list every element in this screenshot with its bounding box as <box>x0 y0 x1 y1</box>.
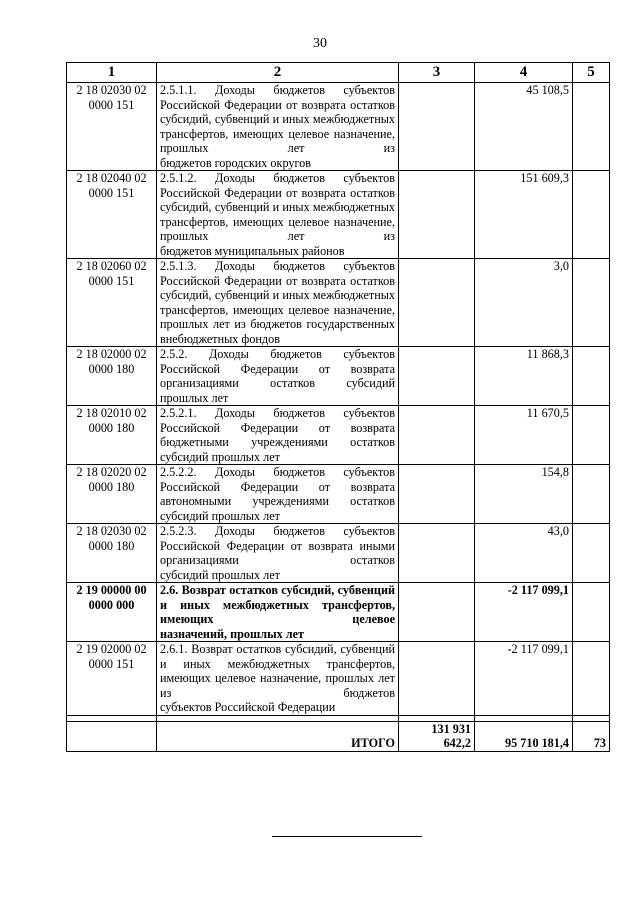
row-description <box>157 642 399 716</box>
total-row <box>67 721 610 751</box>
col5-value <box>573 465 610 524</box>
page-number: 30 <box>313 36 327 51</box>
budget-code: 2 18 02030 02 0000 180 <box>67 524 157 583</box>
row-description-text: 2.5.2.2. Доходы бюджетов субъектов Российской Федерации от возврата автономными учреждениями остатков <box>160 465 395 508</box>
header-col-3: 3 <box>399 63 475 83</box>
table-body <box>67 83 610 716</box>
col5-value <box>573 406 610 465</box>
header-col-1: 1 <box>67 63 157 83</box>
budget-code: 2 18 02030 02 0000 151 <box>67 83 157 171</box>
row-description-last-line: субъектов Российской Федерации <box>160 700 336 714</box>
table-row <box>67 259 610 347</box>
col3-value <box>399 583 475 642</box>
col3-value <box>399 83 475 171</box>
row-description-text: 2.5.2.1. Доходы бюджетов субъектов Российской Федерации от возврата бюджетными учреждениями остатков <box>160 406 395 449</box>
budget-code: 2 19 00000 00 0000 000 <box>67 583 157 642</box>
row-description-text: 2.5.2.3. Доходы бюджетов субъектов Российской Федерации от возврата иными организациями остатков <box>160 524 395 567</box>
table-row <box>67 524 610 583</box>
budget-revenue-table <box>66 62 610 752</box>
row-description-last-line: субсидий прошлых лет <box>160 449 280 464</box>
col3-value <box>399 642 475 716</box>
header-col-2: 2 <box>157 63 399 83</box>
table-row <box>67 347 610 406</box>
footer-divider-line <box>272 836 422 837</box>
budget-code: 2 18 02000 02 0000 180 <box>67 347 157 406</box>
total-col3-value: 131 931 642,2 <box>399 721 475 751</box>
row-description-last-line: бюджетов городских округов <box>160 155 312 170</box>
row-description-last-line: субсидий прошлых лет <box>160 567 280 582</box>
col4-value: 43,0 <box>475 524 573 583</box>
row-description <box>157 259 399 347</box>
col5-value <box>573 347 610 406</box>
col3-value <box>399 259 475 347</box>
table-row <box>67 171 610 259</box>
total-col5-value: 73 <box>573 721 610 751</box>
row-description-last-line: субсидий прошлых лет <box>160 508 280 523</box>
scan-artifact <box>380 899 470 902</box>
row-description-text: 2.5.1.1. Доходы бюджетов субъектов Российской Федерации от возврата остатков субсидий, субвенций и иных межбюджетных трансфертов, имеющих целевое назначение, прошлых лет из <box>160 83 395 155</box>
col3-value <box>399 465 475 524</box>
row-description <box>157 465 399 524</box>
col4-value: 3,0 <box>475 259 573 347</box>
col5-value <box>573 642 610 716</box>
row-description <box>157 83 399 171</box>
row-description-text: 2.6. Возврат остатков субсидий, субвенций и иных межбюджетных трансфертов, имеющих целевое <box>160 583 395 626</box>
col5-value <box>573 83 610 171</box>
col4-value: -2 117 099,1 <box>475 583 573 642</box>
row-description-last-line: назначений, прошлых лет <box>160 626 304 641</box>
table-row <box>67 465 610 524</box>
table-row <box>67 83 610 171</box>
row-description-text: 2.5.1.2. Доходы бюджетов субъектов Российской Федерации от возврата остатков субсидий, субвенций и иных межбюджетных трансфертов, имеющих целевое назначение, прошлых лет из <box>160 171 395 243</box>
budget-code: 2 18 02040 02 0000 151 <box>67 171 157 259</box>
table-header-row <box>67 63 610 83</box>
row-description <box>157 406 399 465</box>
budget-code: 2 19 02000 02 0000 151 <box>67 642 157 716</box>
total-label: ИТОГО <box>157 721 399 751</box>
budget-code: 2 18 02060 02 0000 151 <box>67 259 157 347</box>
row-description-last-line: внебюджетных фондов <box>160 331 280 346</box>
col4-value: -2 117 099,1 <box>475 642 573 716</box>
row-description-last-line: прошлых лет <box>160 390 229 405</box>
col3-value <box>399 406 475 465</box>
col3-value <box>399 347 475 406</box>
total-col4-value: 95 710 181,4 <box>475 721 573 751</box>
col5-value <box>573 259 610 347</box>
col4-value: 11 868,3 <box>475 347 573 406</box>
col4-value: 151 609,3 <box>475 171 573 259</box>
row-description <box>157 171 399 259</box>
col4-value: 45 108,5 <box>475 83 573 171</box>
col4-value: 11 670,5 <box>475 406 573 465</box>
table-row <box>67 406 610 465</box>
header-col-5: 5 <box>573 63 610 83</box>
row-description <box>157 583 399 642</box>
row-description <box>157 524 399 583</box>
col3-value <box>399 171 475 259</box>
table-row <box>67 583 610 642</box>
row-description-text: 2.6.1. Возврат остатков субсидий, субвенций и иных межбюджетных трансфертов, имеющих целевое назначение, прошлых лет из бюджетов <box>160 642 395 700</box>
row-description-text: 2.5.1.3. Доходы бюджетов субъектов Российской Федерации от возврата остатков субсидий, субвенций и иных межбюджетных трансфертов, имеющих целевое назначение, прошлых лет из бюджетов государственных <box>160 259 395 331</box>
col4-value: 154,8 <box>475 465 573 524</box>
budget-code: 2 18 02020 02 0000 180 <box>67 465 157 524</box>
table-row <box>67 642 610 716</box>
col5-value <box>573 583 610 642</box>
row-description-last-line: бюджетов муниципальных районов <box>160 243 345 258</box>
budget-code: 2 18 02010 02 0000 180 <box>67 406 157 465</box>
col5-value <box>573 524 610 583</box>
col5-value <box>573 171 610 259</box>
row-description-text: 2.5.2. Доходы бюджетов субъектов Российской Федерации от возврата организациями остатков субсидий <box>160 347 395 390</box>
row-description <box>157 347 399 406</box>
header-col-4: 4 <box>475 63 573 83</box>
total-blank-cell <box>67 721 157 751</box>
col3-value <box>399 524 475 583</box>
